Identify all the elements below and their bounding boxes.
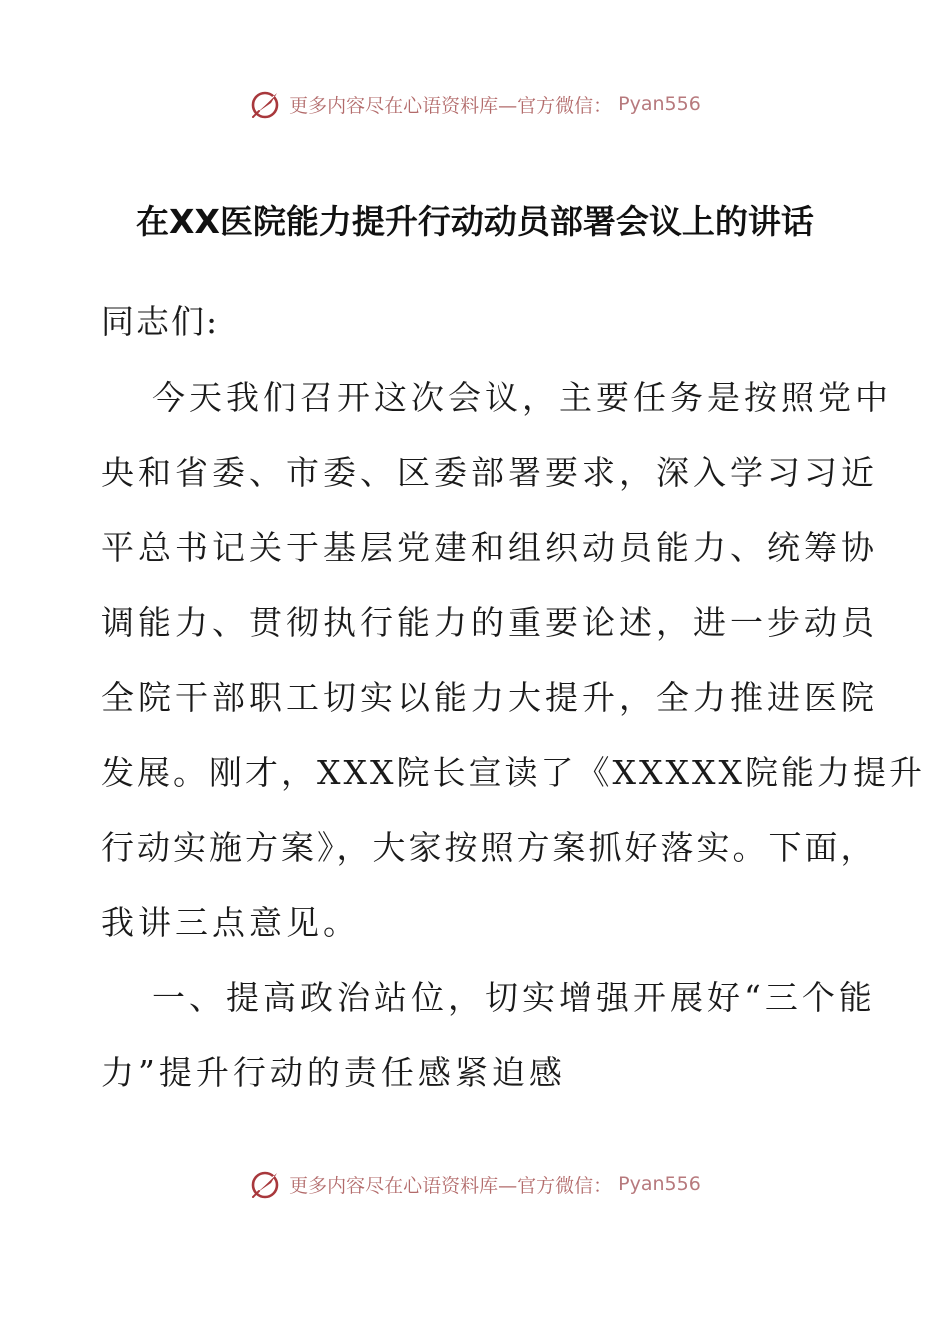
section-heading-line: 一、提高政治站位，切实增强开展好“三个能: [152, 978, 876, 1017]
salutation: 同志们:: [101, 302, 220, 341]
watermark-text: 更多内容尽在心语资料库—官方微信：: [289, 94, 613, 117]
document-body: [101, 360, 925, 1110]
watermark-wechat-id: Pyan556: [618, 1173, 701, 1195]
paragraph-line: 调能力、贯彻执行能力的重要论述，进一步动员: [101, 603, 878, 642]
paragraph-line: 我讲三点意见。: [101, 903, 360, 942]
quill-logo-icon: [249, 1167, 283, 1201]
paragraph-line: 行动实施方案》，大家按照方案抓好落实。下面，: [101, 828, 877, 867]
watermark-text: 更多内容尽在心语资料库—官方微信：: [289, 1174, 613, 1197]
watermark-wechat-id: Pyan556: [618, 93, 701, 115]
paragraph-line: 今天我们召开这次会议，主要任务是按照党中: [152, 378, 892, 417]
watermark-header: [0, 84, 950, 124]
watermark-footer: [0, 1164, 950, 1204]
paragraph-line: 央和省委、市委、区委部署要求，深入学习习近: [101, 453, 878, 492]
paragraph-line: 发展。刚才，XXX院长宣读了《XXXXX院能力提升: [101, 753, 925, 792]
quill-logo-icon: [249, 87, 283, 121]
paragraph-line: 平总书记关于基层党建和组织动员能力、统筹协: [101, 528, 878, 567]
paragraph-line: 全院干部职工切实以能力大提升，全力推进医院: [101, 678, 878, 717]
section-heading-line: 力”提升行动的责任感紧迫感: [101, 1053, 566, 1092]
document-title: 在XX医院能力提升行动动员部署会议上的讲话: [136, 202, 814, 241]
